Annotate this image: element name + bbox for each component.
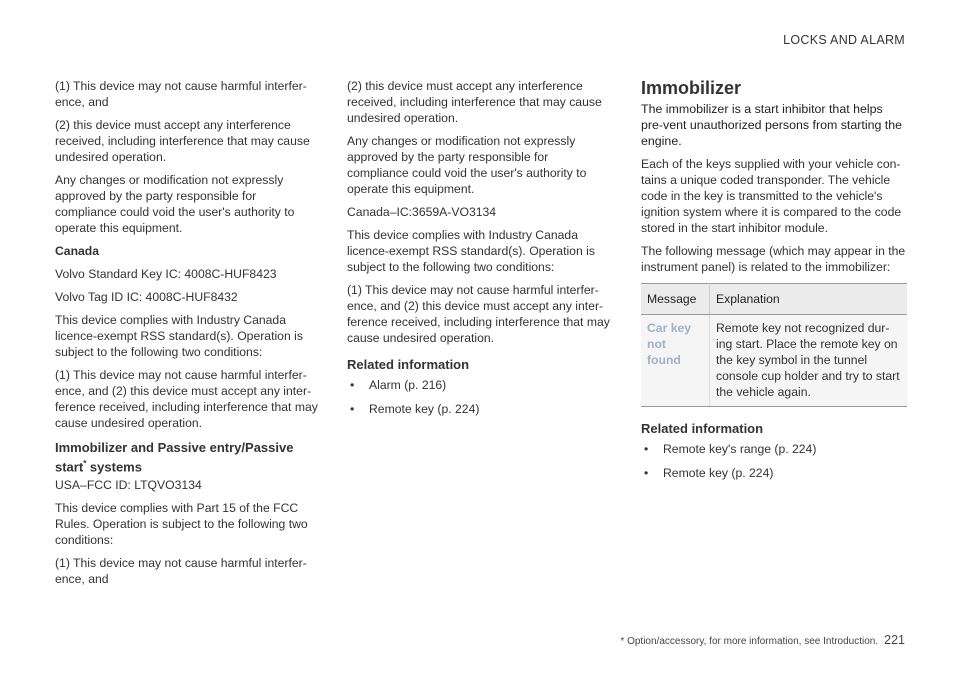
paragraph: (2) this device must accept any interference received, including interference that may cause undesired operation. bbox=[347, 79, 602, 125]
bullet-icon: • bbox=[644, 466, 649, 480]
bullet-icon: • bbox=[350, 402, 355, 416]
paragraph: This device complies with Industry Canada licence-exempt RSS standard(s). Operation is subject to the following two conditions: bbox=[55, 313, 303, 359]
bullet-icon: • bbox=[644, 442, 649, 456]
link-text: Remote key (p. 224) bbox=[369, 402, 480, 416]
paragraph: Any changes or modification not expressly approved by the party responsible for compliance could void the user's authority to operate this equipment. bbox=[55, 173, 295, 235]
option-asterisk: * bbox=[83, 459, 87, 468]
paragraph: USA–FCC ID: LTQVO3134 bbox=[55, 478, 202, 493]
related-link-remote-key[interactable] bbox=[347, 401, 612, 417]
message-table bbox=[641, 283, 907, 407]
paragraph: This device complies with Part 15 of the FCC Rules. Operation is subject to the following two conditions: bbox=[55, 501, 308, 548]
related-information-heading: Related information bbox=[347, 357, 470, 372]
table-header-message: Message bbox=[641, 284, 710, 315]
footnote: * Option/accessory, for more information, see Introduction. bbox=[620, 636, 879, 647]
paragraph: Volvo Tag ID IC: 4008C-HUF8432 bbox=[55, 290, 238, 304]
link-text: Remote key's range (p. 224) bbox=[663, 442, 817, 456]
paragraph: (1) This device may not cause harmful interfer-ence, and (2) this device must accept any inter-ference received, including interference that may cause undesired operation. bbox=[55, 368, 318, 430]
page-number: 221 bbox=[884, 633, 905, 647]
paragraph: This device complies with Industry Canada licence-exempt RSS standard(s). Operation is subject to the following two conditions: bbox=[347, 228, 595, 274]
related-link-remote-key[interactable] bbox=[641, 465, 907, 481]
table-header-explanation: Explanation bbox=[710, 284, 908, 315]
paragraph: Each of the keys supplied with your vehicle con-tains a unique coded transponder. The vehicle code in the key is transmitted to the vehicle's ignition system where it is compared to the code stored in the start inhibitor module. bbox=[641, 157, 902, 235]
immobilizer-title: Immobilizer bbox=[641, 78, 742, 98]
paragraph: Volvo Standard Key IC: 4008C-HUF8423 bbox=[55, 267, 277, 281]
related-list bbox=[641, 441, 907, 481]
column-middle bbox=[347, 78, 612, 425]
canada-heading: Canada bbox=[55, 244, 100, 258]
paragraph: Any changes or modification not expressly approved by the party responsible for compliance could void the user's authority to operate this equipment. bbox=[347, 134, 587, 196]
paragraph: (1) This device may not cause harmful interfer-ence, and bbox=[55, 79, 307, 109]
bullet-icon: • bbox=[350, 378, 355, 392]
subhead-text-end: systems bbox=[86, 459, 142, 475]
paragraph: (1) This device may not cause harmful interfer-ence, and (2) this device must accept any inter-ference received, including interference that may cause undesired operation. bbox=[347, 283, 610, 345]
intro-paragraph: The immobilizer is a start inhibitor that helps pre-vent unauthorized persons from starting the engine. bbox=[641, 102, 903, 148]
table-row bbox=[641, 315, 907, 407]
message-cell: Car key not found bbox=[641, 315, 710, 407]
paragraph: The following message (which may appear in the instrument panel) is related to the immobilizer: bbox=[641, 244, 906, 274]
column-right bbox=[641, 78, 907, 489]
related-list bbox=[347, 377, 612, 417]
immobilizer-systems-heading bbox=[55, 440, 320, 475]
related-link-remote-key-range[interactable] bbox=[641, 441, 907, 457]
page-footer bbox=[620, 633, 905, 647]
subhead-text: Immobilizer and Passive entry/Passive start bbox=[55, 440, 294, 475]
link-text: Alarm (p. 216) bbox=[369, 378, 447, 392]
paragraph: (1) This device may not cause harmful interfer-ence, and bbox=[55, 556, 307, 587]
related-link-alarm[interactable] bbox=[347, 377, 612, 393]
related-information-heading: Related information bbox=[641, 421, 764, 436]
paragraph: Canada–IC:3659A-VO3134 bbox=[347, 205, 497, 219]
explanation-cell: Remote key not recognized dur-ing start. Place the remote key on the key symbol in the tunnel console cup holder and try to start the vehicle again. bbox=[710, 315, 908, 407]
paragraph: (2) this device must accept any interference received, including interference that may cause undesired operation. bbox=[55, 118, 310, 164]
section-title: LOCKS AND ALARM bbox=[783, 33, 905, 47]
link-text: Remote key (p. 224) bbox=[663, 466, 774, 480]
column-left bbox=[55, 78, 320, 594]
